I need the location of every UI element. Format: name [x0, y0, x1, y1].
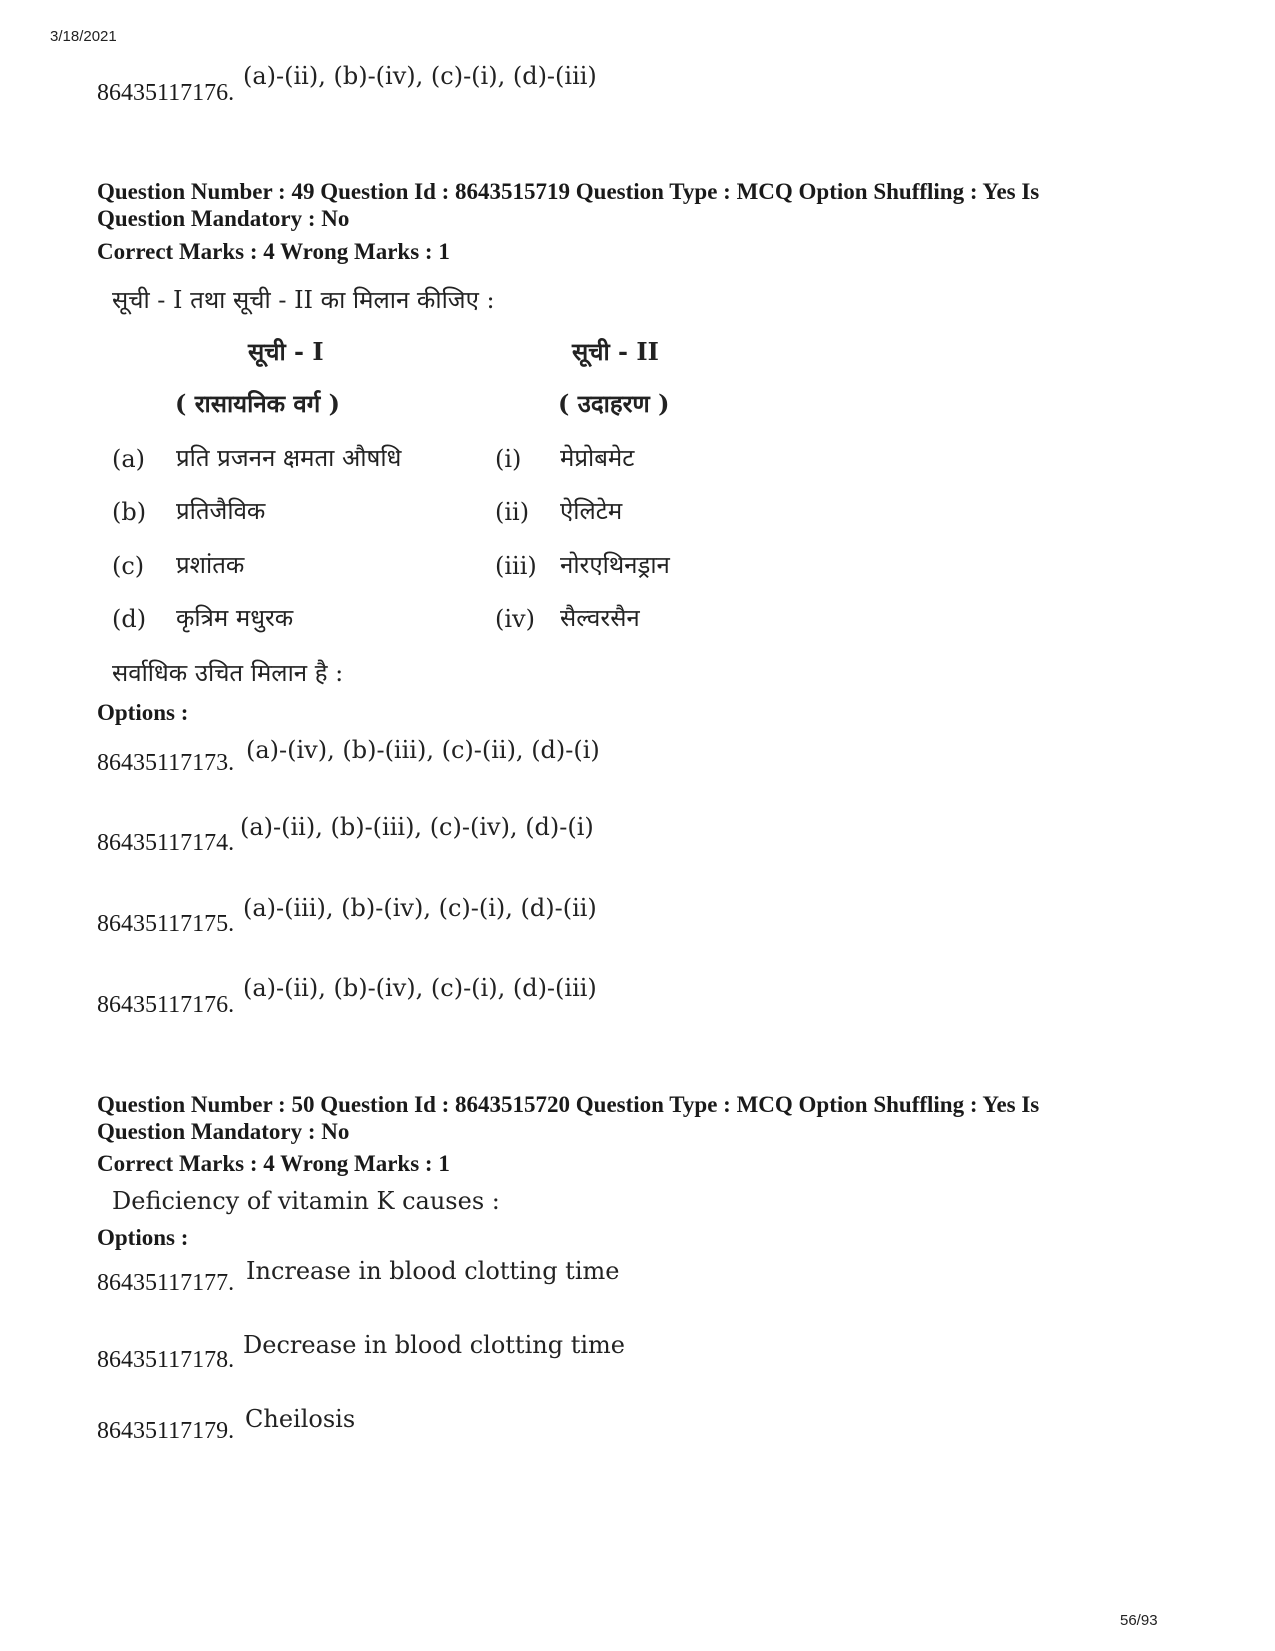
q49-row-a-text: प्रति प्रजनन क्षमता औषधि [176, 444, 402, 472]
q49-option-3-text: (a)-(iii), (b)-(iv), (c)-(i), (d)-(ii) [243, 894, 597, 922]
q49-option-1-id: 86435117173. [97, 750, 235, 776]
q50-option-1-id: 86435117177. [97, 1270, 235, 1296]
q49-option-3-id: 86435117175. [97, 911, 235, 937]
q49-header-line1: Question Number : 49 Question Id : 8643515719 Question Type : MCQ Option Shuffling : Yes Is [97, 179, 1040, 204]
q49-header-line2: Question Mandatory : No [97, 206, 350, 231]
q49-row-b-label: (b) [112, 498, 147, 526]
q49-list2-subtitle: ( उदाहरण ) [558, 389, 670, 418]
q49-row-a-label: (a) [112, 445, 146, 473]
q49-row-ii-label: (ii) [495, 498, 530, 526]
q50-marks: Correct Marks : 4 Wrong Marks : 1 [97, 1151, 450, 1176]
page-number: 56/93 [1120, 1612, 1158, 1629]
q49-option-1-text: (a)-(iv), (b)-(iii), (c)-(ii), (d)-(i) [246, 736, 600, 764]
q49-row-iii-label: (iii) [495, 552, 537, 580]
q49-row-i-text: मेप्रोबमेट [560, 444, 635, 472]
q49-marks: Correct Marks : 4 Wrong Marks : 1 [97, 239, 450, 264]
q49-list2-title: सूची - II [572, 337, 659, 366]
q49-options-label: Options : [97, 700, 189, 725]
q50-header-line1: Question Number : 50 Question Id : 8643515720 Question Type : MCQ Option Shuffling : Yes Is [97, 1092, 1040, 1117]
q49-row-iii-text: नोरएथिनड्रान [560, 551, 670, 579]
q50-option-2-id: 86435117178. [97, 1347, 235, 1373]
prev-option-id: 86435117176. [97, 80, 235, 106]
q50-option-2-text: Decrease in blood clotting time [243, 1331, 625, 1359]
q49-row-c-label: (c) [112, 552, 145, 580]
q49-instruction: सूची - I तथा सूची - II का मिलान कीजिए : [112, 286, 495, 314]
print-date: 3/18/2021 [50, 28, 117, 45]
q49-row-iv-text: सैल्वरसैन [560, 604, 640, 632]
q49-row-b-text: प्रतिजैविक [176, 497, 266, 525]
q49-list1-title: सूची - I [248, 337, 324, 366]
q50-options-label: Options : [97, 1225, 189, 1250]
q50-question: Deficiency of vitamin K causes : [112, 1187, 500, 1215]
q49-row-ii-text: ऐलिटेम [560, 497, 623, 525]
q49-option-4-text: (a)-(ii), (b)-(iv), (c)-(i), (d)-(iii) [243, 974, 597, 1002]
q50-option-3-text: Cheilosis [245, 1405, 356, 1433]
q49-list1-subtitle: ( रासायनिक वर्ग ) [175, 389, 340, 418]
q50-option-1-text: Increase in blood clotting time [246, 1257, 620, 1285]
q49-row-c-text: प्रशांतक [176, 551, 245, 579]
q49-row-d-text: कृत्रिम मधुरक [176, 604, 294, 632]
q50-header-line2: Question Mandatory : No [97, 1119, 350, 1144]
q49-row-i-label: (i) [495, 445, 522, 473]
q49-row-d-label: (d) [112, 605, 147, 633]
q49-option-4-id: 86435117176. [97, 992, 235, 1018]
q49-row-iv-label: (iv) [495, 605, 535, 633]
q49-option-2-text: (a)-(ii), (b)-(iii), (c)-(iv), (d)-(i) [240, 813, 594, 841]
prev-option-text: (a)-(ii), (b)-(iv), (c)-(i), (d)-(iii) [243, 62, 597, 90]
q49-closing: सर्वाधिक उचित मिलान है : [112, 659, 344, 687]
q50-option-3-id: 86435117179. [97, 1418, 235, 1444]
q49-option-2-id: 86435117174. [97, 830, 235, 856]
